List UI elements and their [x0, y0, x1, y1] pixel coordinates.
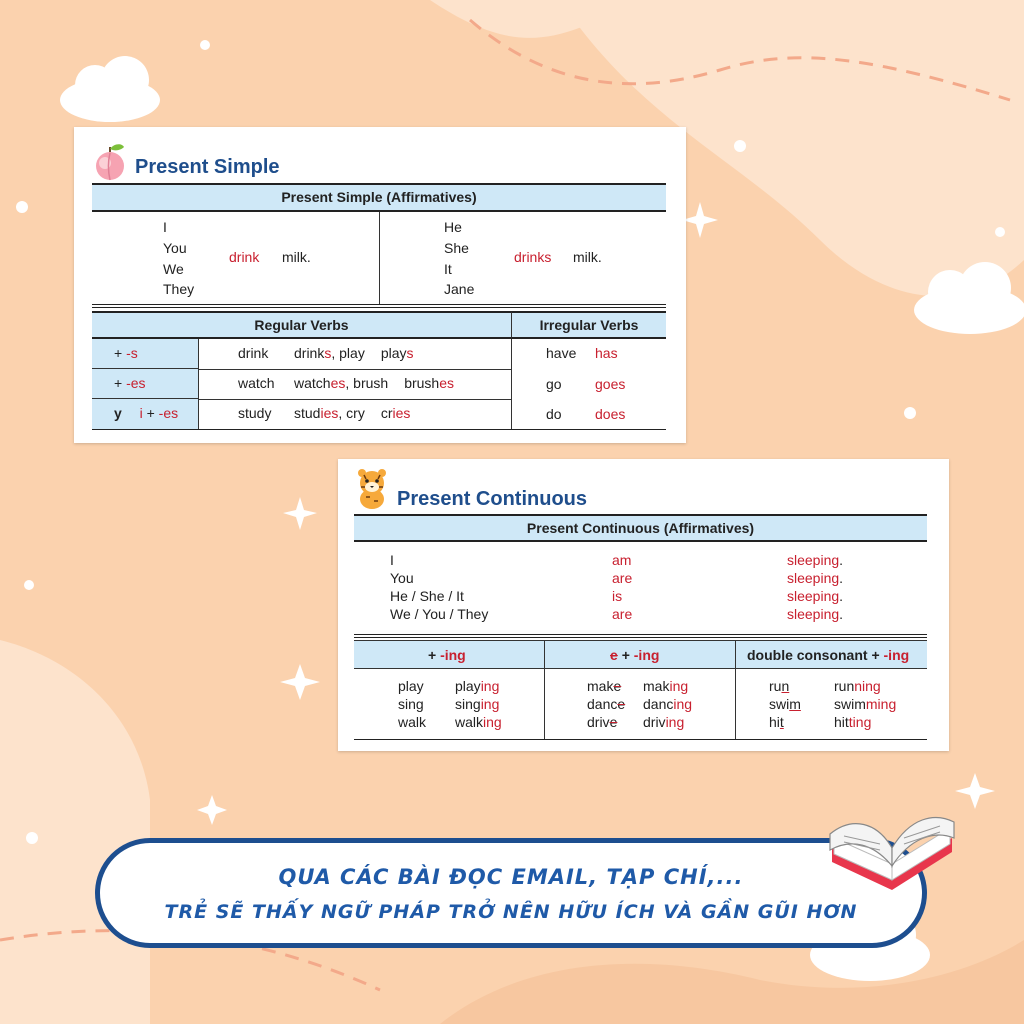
cont-be: are	[612, 606, 633, 622]
stem: play	[380, 345, 407, 361]
period: .	[839, 552, 844, 568]
irregular-base: do	[546, 406, 562, 422]
example-base: , brush	[345, 375, 389, 391]
examples-row	[294, 403, 410, 423]
example-base: , cry	[338, 405, 365, 421]
present-continuous-card	[338, 459, 949, 751]
cont-verb	[787, 605, 843, 623]
ending: ting	[848, 714, 872, 730]
ending: ing	[480, 678, 500, 694]
stem: driv	[643, 714, 666, 730]
irregular-form: does	[595, 406, 626, 422]
ing-suffix: -ing	[883, 647, 910, 663]
cont-verb	[787, 587, 843, 605]
col1-header	[428, 645, 466, 665]
plus-sign: +	[428, 647, 437, 663]
ing-form	[643, 677, 688, 695]
subject-you: You	[163, 240, 187, 256]
stem: drink	[294, 345, 325, 361]
verb-sleeping: sleeping	[787, 588, 840, 604]
base-verb	[587, 695, 625, 713]
rule-cell	[92, 339, 198, 369]
examples-row	[294, 373, 454, 393]
ending: es	[439, 375, 455, 391]
plus-sign: +	[114, 375, 123, 391]
stem: mak	[643, 678, 670, 694]
base-verb: study	[238, 405, 272, 421]
stem: watch	[294, 375, 331, 391]
stem: run	[834, 678, 855, 694]
stem: walk	[455, 714, 484, 730]
irregular-form: has	[595, 345, 618, 361]
peach-icon	[92, 141, 128, 181]
consonant: m	[789, 696, 801, 712]
stem: brush	[404, 375, 440, 391]
double-consonant-label: double consonant +	[747, 647, 880, 663]
present-continuous-title: Present Continuous	[397, 488, 588, 510]
ending: es	[330, 375, 346, 391]
stem: hi	[769, 714, 780, 730]
cont-verb	[787, 569, 843, 587]
cont-be: are	[612, 570, 633, 586]
cont-subject: We / You / They	[390, 606, 489, 622]
stem: stud	[294, 405, 321, 421]
cont-subject: He / She / It	[390, 588, 464, 604]
irregular-form: goes	[595, 376, 626, 392]
banner-line-2: TRẺ SẼ THẤY NGỮ PHÁP TRỞ NÊN HỮU ÍCH VÀ GẦN GŨI HƠN	[164, 901, 858, 923]
period: .	[839, 606, 844, 622]
irregular-verbs-header: Irregular Verbs	[511, 311, 666, 339]
subject-we: We	[163, 261, 184, 277]
stem: danc	[643, 696, 674, 712]
base-verb: watch	[238, 375, 275, 391]
cont-be: is	[612, 588, 623, 604]
cont-subject: I	[390, 552, 394, 568]
double-rule	[354, 634, 927, 638]
example-base: , play	[331, 345, 365, 361]
present-simple-title: Present Simple	[135, 156, 280, 178]
cont-be: am	[612, 552, 632, 568]
rule-row	[114, 403, 178, 423]
crossed-e: e	[610, 647, 618, 663]
verb-drinks: drinks	[514, 249, 552, 265]
verb-drink: drink	[229, 249, 260, 265]
ending: ning	[854, 678, 881, 694]
open-book-icon	[822, 808, 962, 908]
divider	[379, 212, 380, 304]
ing-suffix: -ing	[633, 647, 660, 663]
stem: swim	[834, 696, 866, 712]
crossed-e: e	[617, 696, 626, 712]
ing-form	[643, 695, 692, 713]
base-verb	[769, 677, 789, 695]
cont-verb	[787, 551, 843, 569]
stem: play	[455, 678, 481, 694]
period: .	[839, 570, 844, 586]
banner-line-1: QUA CÁC BÀI ĐỌC EMAIL, TẠP CHÍ,...	[278, 865, 744, 889]
plus-sign: +	[114, 345, 123, 361]
base-verb	[587, 713, 617, 731]
base-verb	[587, 677, 621, 695]
divider	[198, 399, 511, 400]
stem: sing	[455, 696, 481, 712]
subject-i: I	[163, 219, 167, 235]
tiger-icon	[352, 467, 392, 511]
verb-sleeping: sleeping	[787, 570, 840, 586]
ing-form	[455, 677, 499, 695]
base-verb: drink	[238, 345, 269, 361]
ending: ies	[392, 405, 411, 421]
ending: ming	[865, 696, 897, 712]
base-verb: sing	[398, 696, 424, 712]
bottom-banner	[95, 838, 927, 948]
divider	[198, 369, 511, 370]
subject-she: She	[444, 240, 469, 256]
consonant: n	[781, 678, 790, 694]
consonant: t	[779, 714, 784, 730]
base-verb: walk	[398, 714, 427, 730]
subject-it: It	[444, 261, 452, 277]
subject-jane: Jane	[444, 281, 475, 297]
ing-form	[455, 713, 502, 731]
present-simple-card	[74, 127, 686, 443]
base-verb	[769, 713, 784, 731]
suffix: -es	[158, 405, 179, 421]
crossed-e: e	[609, 714, 618, 730]
divider	[198, 339, 199, 429]
irregular-base: have	[546, 345, 577, 361]
plus-sign: +	[146, 405, 155, 421]
examples-row	[294, 343, 414, 363]
table-bottom	[354, 739, 927, 740]
stem: swi	[769, 696, 790, 712]
irregular-base: go	[546, 376, 562, 392]
stem: danc	[587, 696, 618, 712]
double-rule	[92, 304, 666, 308]
ending: s	[324, 345, 332, 361]
stem: cr	[380, 405, 393, 421]
ending: ing	[480, 696, 500, 712]
stem: ru	[769, 678, 782, 694]
suffix: -s	[126, 345, 138, 361]
cont-subject: You	[390, 570, 414, 586]
rule-row	[114, 343, 138, 363]
col2-header	[610, 645, 659, 665]
base-verb: play	[398, 678, 424, 694]
plus-sign: +	[621, 647, 630, 663]
ing-suffix: -ing	[440, 647, 466, 663]
ending: ing	[669, 678, 689, 694]
table-bottom	[92, 429, 666, 430]
verb-sleeping: sleeping	[787, 606, 840, 622]
suffix: -es	[126, 375, 146, 391]
divider	[511, 339, 512, 429]
ending: s	[406, 345, 414, 361]
present-continuous-affirm-header: Present Continuous (Affirmatives)	[354, 514, 927, 542]
i-letter: i	[139, 405, 143, 421]
ing-form	[834, 713, 871, 731]
ing-form	[455, 695, 499, 713]
divider	[544, 640, 545, 740]
stem: mak	[587, 678, 614, 694]
period: .	[839, 588, 844, 604]
object-milk-left: milk.	[282, 249, 311, 265]
stem: hit	[834, 714, 849, 730]
subject-they: They	[163, 281, 195, 297]
ing-form	[643, 713, 684, 731]
verb-sleeping: sleeping	[787, 552, 840, 568]
ing-form	[834, 695, 896, 713]
stem: driv	[587, 714, 610, 730]
base-verb	[769, 695, 801, 713]
ending: ing	[673, 696, 693, 712]
y-letter: y	[114, 405, 122, 421]
divider	[735, 640, 736, 740]
object-milk-right: milk.	[573, 249, 602, 265]
present-simple-affirm-header: Present Simple (Affirmatives)	[92, 183, 666, 212]
ending: ing	[483, 714, 502, 730]
regular-verbs-header: Regular Verbs	[92, 311, 511, 339]
rule-row	[114, 373, 146, 393]
ending: ing	[665, 714, 685, 730]
ending: ies	[320, 405, 339, 421]
crossed-e: e	[613, 678, 622, 694]
subject-he: He	[444, 219, 462, 235]
ing-form	[834, 677, 881, 695]
col3-header	[747, 645, 909, 665]
